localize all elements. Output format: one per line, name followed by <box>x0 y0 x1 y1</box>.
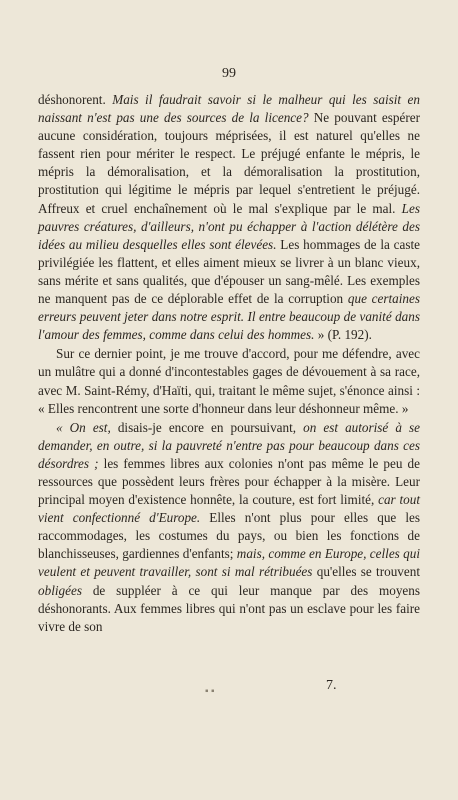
italic-run: car tout vient confectionné d'Europe. <box>38 492 420 526</box>
paragraph <box>38 91 420 344</box>
italic-run: on est autorisé à se demander, en outre, si la pauvreté n'entre pas pour beaucoup dans ces désordres ; <box>38 419 420 471</box>
text-run: les femmes libres aux colonies n'ont pas même le peu de ressources que possèdent leurs frères pour échapper à la misère. Leur principal moyen d'existence honnête, la couture, est fort limité, <box>38 455 421 508</box>
italic-run: Les pauvres créatures, d'ailleurs, n'ont pu échapper à l'action délétère des idées au milieu desquelles elles sont élevées. <box>38 200 420 252</box>
text-run: déshonorent. <box>38 92 113 107</box>
signature-mark: 7. <box>326 678 337 693</box>
text-run: » (P. 192). <box>314 327 372 343</box>
text-run: Ne pouvant espérer aucune considération, toujours méprisées, il est naturel qu'elles ne fassent rien pour mériter le respect. Le préjugé enfante le mépris, le mépris la démoralisation, et la démoralisation la prostitution, prostitution qui légitime le mépris par lequel s'entretient le préjugé. Affreux et cruel enchaînement où le mal s'explique par le mal. <box>38 110 420 216</box>
paragraph <box>38 345 420 417</box>
text-run: de suppléer à ce qui leur manque par des moyens déshonorants. Aux femmes libres qui n'ont pas un esclave pour les faire vivre de son <box>38 582 420 634</box>
text-run: Elles n'ont plus pour elles que les raccommodages, les costumes du pays, ou bien les fonctions de blanchisseuses, gardiennes d'enfants; <box>38 510 421 562</box>
body-text <box>38 91 420 636</box>
italic-run: Mais il faudrait savoir si le malheur qui les saisit en naissant n'est pas une des sources de la licence? <box>38 92 420 126</box>
italic-run: que certaines erreurs peuvent jeter dans notre esprit. Il entre beaucoup de vanité dans l'amour des femmes, comme dans celui des hommes. <box>38 291 420 343</box>
text-run: Les hommages de la caste privilégiée les flattent, et elles aiment mieux se livrer à un blanc vieux, sans mérite et sans qualités, que d'épouser un sang-mêlé. Les exemples ne manquent pas de ce déplorable effet de la corruption <box>38 236 420 307</box>
italic-run: « On est, <box>56 419 111 435</box>
italic-run: mais, comme en Europe, celles qui veulent et peuvent travailler, sont si mal rétribuées <box>38 546 420 580</box>
text-run: qu'elles se trouvent <box>312 564 420 580</box>
paragraph <box>38 419 420 636</box>
italic-run: obligées <box>38 582 82 598</box>
text-run: disais-je encore en poursuivant, <box>110 419 304 435</box>
print-mark: ▪ ▪ <box>205 686 215 697</box>
page-number: 99 <box>222 66 236 81</box>
text-run: Sur ce dernier point, je me trouve d'accord, pour me défendre, avec un mulâtre qui a donné d'incontestables gages de dévouement à sa race, avec M. Saint-Rémy, d'Haïti, qui, traitant le même sujet, s'énonce ainsi : « Elles rencontrent une sorte d'honneur dans leur déshonneur même. » <box>38 346 420 416</box>
